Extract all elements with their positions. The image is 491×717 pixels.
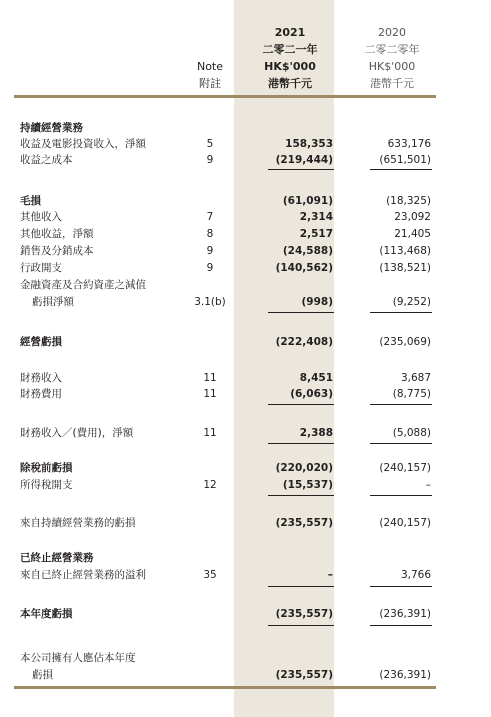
value-2020: (8,775): [392, 388, 431, 400]
statement-row: [0, 567, 491, 583]
value-2020: (235,069): [379, 336, 431, 348]
year-2020-label: 2020: [378, 26, 406, 39]
subtotal-rule-2021: [268, 625, 334, 626]
statement-row: [0, 515, 491, 531]
value-2021: 2,517: [299, 228, 333, 240]
year-2020-zh-label: 二零二零年: [364, 43, 420, 56]
statement-row: [0, 334, 491, 350]
subtotal-rule-2020: [370, 312, 432, 313]
row-label: 經營虧損: [20, 336, 62, 348]
value-2020: 3,687: [400, 372, 431, 384]
currency-2021-label: HK$'000: [264, 60, 316, 73]
value-2020: (113,468): [379, 245, 431, 257]
statement-row: [0, 226, 491, 242]
row-label: 本公司擁有人應佔本年度: [20, 652, 136, 664]
value-2021: (235,557): [275, 608, 333, 620]
value-2020: (236,391): [379, 608, 431, 620]
value-2020: 3,766: [400, 569, 431, 581]
value-2021: (235,557): [275, 517, 333, 529]
statement-row: [0, 136, 491, 152]
row-note: 3.1(b): [194, 296, 226, 308]
note-header-en: Note: [196, 60, 224, 73]
row-label: 銷售及分銷成本: [20, 245, 94, 257]
row-label: 來自持續經營業務的虧損: [20, 517, 136, 529]
row-note: 9: [206, 245, 214, 257]
row-note: 11: [203, 372, 217, 384]
year-2020-header: [346, 24, 438, 92]
value-2021: (219,444): [275, 154, 333, 166]
row-label: 除稅前虧損: [20, 462, 73, 474]
value-2021: (24,588): [282, 245, 333, 257]
row-label: 行政開支: [20, 262, 62, 274]
row-label: 來自已終止經營業務的溢利: [20, 569, 146, 581]
row-note: 5: [206, 138, 214, 150]
row-label: 所得稅開支: [20, 479, 73, 491]
currency-2020-label: HK$'000: [368, 60, 416, 73]
subtotal-rule-2020: [370, 586, 432, 587]
statement-row: [0, 209, 491, 225]
subtotal-rule-2020: [370, 625, 432, 626]
subtotal-rule-2021: [268, 443, 334, 444]
row-label: 已終止經營業務: [20, 552, 94, 564]
row-label: 財務費用: [20, 388, 62, 400]
value-2021: (6,063): [290, 388, 333, 400]
value-2021: 8,451: [299, 372, 333, 384]
row-note: 8: [206, 228, 214, 240]
subtotal-rule-2021: [268, 404, 334, 405]
row-note: 12: [203, 479, 217, 491]
statement-row: [0, 370, 491, 386]
value-2020: 21,405: [394, 228, 431, 240]
statement-row: [0, 650, 491, 666]
footer-rule: [14, 686, 436, 689]
note-header-zh: 附註: [199, 77, 221, 90]
subtotal-rule-2021: [268, 169, 334, 170]
value-2020: (9,252): [392, 296, 431, 308]
value-2021: 2,314: [299, 211, 333, 223]
value-2021: (61,091): [282, 195, 333, 207]
value-2020: (5,088): [392, 427, 431, 439]
row-label: 收益之成本: [20, 154, 73, 166]
statement-row: [0, 667, 491, 683]
subtotal-rule-2020: [370, 404, 432, 405]
row-note: 9: [206, 262, 214, 274]
value-2021: (220,020): [275, 462, 333, 474]
row-note: 11: [203, 427, 217, 439]
value-2020: 23,092: [394, 211, 431, 223]
row-note: 35: [203, 569, 217, 581]
row-label: 金融資產及合約資產之減值: [20, 279, 146, 291]
statement-row: [0, 606, 491, 622]
row-label: 虧損: [32, 669, 53, 681]
year-2021-zh-label: 二零二一年: [262, 43, 318, 56]
value-2021: –: [327, 569, 333, 581]
value-2020: (240,157): [379, 517, 431, 529]
statement-row: [0, 193, 491, 209]
row-label: 毛損: [20, 195, 41, 207]
value-2020: (240,157): [379, 462, 431, 474]
subtotal-rule-2020: [370, 169, 432, 170]
subtotal-rule-2021: [268, 312, 334, 313]
value-2021: 2,388: [299, 427, 333, 439]
statement-row: [0, 460, 491, 476]
value-2020: –: [425, 479, 431, 491]
header-rule: [14, 95, 436, 98]
row-label: 本年度虧損: [20, 608, 73, 620]
row-label: 收益及電影投資收入，淨額: [20, 138, 146, 150]
subtotal-rule-2020: [370, 495, 432, 496]
row-note: 11: [203, 388, 217, 400]
row-label: 其他收益，淨額: [20, 228, 94, 240]
year-2021-header: [244, 24, 336, 92]
statement-row: [0, 550, 491, 566]
value-2021: (222,408): [275, 336, 333, 348]
row-label: 財務收入: [20, 372, 62, 384]
statement-row: [0, 386, 491, 402]
value-2020: 633,176: [387, 138, 431, 150]
row-label: 虧損淨額: [32, 296, 74, 308]
row-note: 9: [206, 154, 214, 166]
subtotal-rule-2021: [268, 495, 334, 496]
value-2020: (236,391): [379, 669, 431, 681]
row-label: 財務收入／(費用)，淨額: [20, 427, 134, 439]
subtotal-rule-2021: [268, 586, 334, 587]
note-column-header: [180, 58, 240, 92]
currency-2021-zh-label: 港幣千元: [268, 77, 312, 90]
statement-row: [0, 152, 491, 168]
value-2020: (138,521): [379, 262, 431, 274]
row-label: 持續經營業務: [20, 122, 83, 134]
row-note: 7: [206, 211, 214, 223]
statement-row: [0, 425, 491, 441]
row-label: 其他收入: [20, 211, 62, 223]
value-2021: (998): [301, 296, 333, 308]
value-2021: (140,562): [275, 262, 333, 274]
statement-row: [0, 120, 491, 136]
statement-row: [0, 294, 491, 310]
statement-row: [0, 243, 491, 259]
statement-row: [0, 260, 491, 276]
currency-2020-zh-label: 港幣千元: [370, 77, 414, 90]
subtotal-rule-2020: [370, 443, 432, 444]
value-2021: 158,353: [285, 138, 333, 150]
value-2021: (15,537): [282, 479, 333, 491]
value-2020: (651,501): [379, 154, 431, 166]
value-2020: (18,325): [386, 195, 431, 207]
statement-row: [0, 277, 491, 293]
year-2021-label: 2021: [274, 26, 306, 39]
statement-row: [0, 477, 491, 493]
value-2021: (235,557): [275, 669, 333, 681]
